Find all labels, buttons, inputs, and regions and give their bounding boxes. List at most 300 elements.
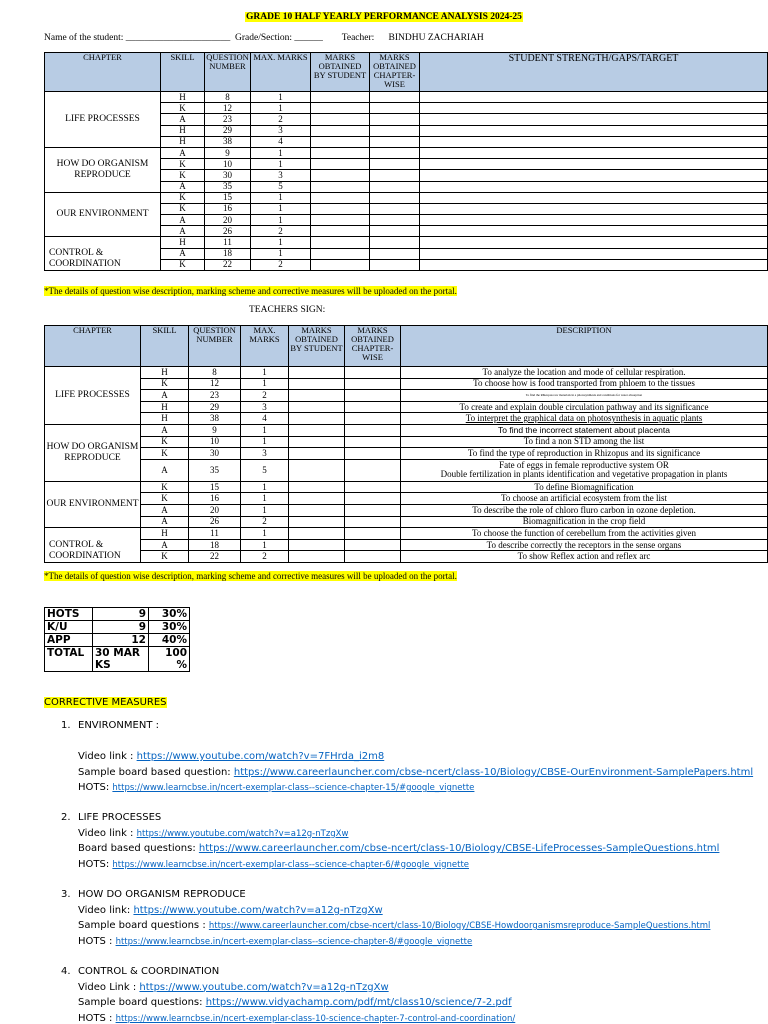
table-row xyxy=(45,459,768,481)
student-marks-cell[interactable] xyxy=(289,448,345,460)
section-title: HOW DO ORGANISM REPRODUCE xyxy=(78,889,246,900)
skill-cell: H xyxy=(161,92,205,103)
description-cell xyxy=(401,504,768,516)
description-cell xyxy=(401,424,768,436)
description-line: To analyze the location and mode of cellular respiration. xyxy=(482,366,686,377)
strength-cell[interactable] xyxy=(420,136,768,147)
chapter-marks-cell[interactable] xyxy=(345,390,401,402)
max-marks-cell: 1 xyxy=(251,203,311,214)
skill-cell: K xyxy=(161,203,205,214)
student-marks-cell[interactable] xyxy=(289,539,345,551)
student-marks-cell[interactable] xyxy=(311,192,370,203)
description-line: To create and explain double circulation pathway and its significance xyxy=(459,401,709,412)
max-marks-cell: 1 xyxy=(241,481,289,493)
table-row xyxy=(45,481,768,493)
table-row xyxy=(45,92,768,103)
student-marks-cell[interactable] xyxy=(311,203,370,214)
chapter-marks-cell[interactable] xyxy=(345,551,401,563)
max-marks-cell: 2 xyxy=(241,551,289,563)
summary-marks: 12 xyxy=(93,634,149,647)
question-cell: 22 xyxy=(205,259,251,270)
skill-cell: A xyxy=(141,516,189,528)
description-cell xyxy=(401,367,768,379)
student-marks-cell[interactable] xyxy=(311,114,370,125)
resource-link[interactable]: https://www.careerlauncher.com/cbse-ncert/class-10/Biology/CBSE-Howdoorganismsreproduce-SampleQuestions.html xyxy=(208,921,711,931)
question-cell: 30 xyxy=(189,448,241,460)
chapter-marks-cell[interactable] xyxy=(370,237,420,248)
chapter-marks-cell[interactable] xyxy=(370,92,420,103)
resource-label: HOTS: xyxy=(78,782,113,793)
section-title: CONTROL & COORDINATION xyxy=(78,966,220,977)
chapter-marks-cell[interactable] xyxy=(370,136,420,147)
chapter-marks-cell[interactable] xyxy=(345,493,401,505)
summary-row xyxy=(45,647,190,672)
resource-label: HOTS : xyxy=(78,935,116,947)
max-marks-cell: 1 xyxy=(251,159,311,170)
skill-cell: A xyxy=(141,390,189,402)
max-marks-cell: 3 xyxy=(241,401,289,413)
skill-cell: K xyxy=(161,159,205,170)
question-cell: 26 xyxy=(189,516,241,528)
chapter-marks-cell[interactable] xyxy=(345,481,401,493)
resource-link[interactable]: https://www.youtube.com/watch?v=a12g-nTzgXw xyxy=(139,981,389,993)
student-marks-cell[interactable] xyxy=(311,170,370,181)
question-cell: 35 xyxy=(189,459,241,481)
description-cell xyxy=(401,436,768,448)
skill-cell: A xyxy=(161,226,205,237)
chapter-cell: OUR ENVIRONMENT xyxy=(45,192,161,237)
resource-link[interactable]: https://www.learncbse.in/ncert-exemplar-class-10-science-chapter-7-control-and-coordination/ xyxy=(115,1013,516,1024)
resource-line xyxy=(78,905,383,916)
description-cell xyxy=(401,551,768,563)
summary-skill: TOTAL xyxy=(45,647,93,672)
max-marks-cell: 1 xyxy=(251,103,311,114)
summary-percent: 30% xyxy=(149,621,190,634)
skill-cell: K xyxy=(141,436,189,448)
skill-cell: H xyxy=(141,401,189,413)
max-marks-cell: 5 xyxy=(251,181,311,192)
strength-cell[interactable] xyxy=(420,248,768,259)
question-cell: 16 xyxy=(189,493,241,505)
strength-cell[interactable] xyxy=(420,147,768,158)
student-marks-cell[interactable] xyxy=(289,504,345,516)
max-marks-cell: 1 xyxy=(251,248,311,259)
corrective-heading xyxy=(44,697,167,708)
table-row xyxy=(45,436,768,448)
question-cell: 8 xyxy=(189,367,241,379)
chapter-marks-cell[interactable] xyxy=(370,226,420,237)
resource-label: Video link : xyxy=(78,827,137,839)
chapter-marks-cell[interactable] xyxy=(345,413,401,425)
description-line: To find the Rhizopus raw materials in a photosynthesis and conditions for water absorption xyxy=(525,392,643,397)
description-line: To find the incorrect statement about placenta xyxy=(498,424,670,435)
question-cell: 16 xyxy=(205,203,251,214)
chapter-marks-cell[interactable] xyxy=(345,448,401,460)
max-marks-cell: 5 xyxy=(241,459,289,481)
max-marks-cell: 3 xyxy=(241,448,289,460)
student-marks-cell[interactable] xyxy=(289,390,345,402)
resource-link[interactable]: https://www.youtube.com/watch?v=7FHrda_i2m8 xyxy=(136,751,385,762)
chapter-marks-cell[interactable] xyxy=(370,170,420,181)
description-line: To describe correctly the receptors in the sense organs xyxy=(486,539,682,550)
summary-skill: HOTS xyxy=(45,608,93,621)
resource-line xyxy=(78,1013,515,1024)
max-marks-cell: 1 xyxy=(241,378,289,390)
resource-label: Video link: xyxy=(78,904,134,916)
resource-link[interactable]: https://www.learncbse.in/ncert-exemplar-class--science-chapter-6/#google_vignette xyxy=(112,859,470,870)
chapter-marks-cell[interactable] xyxy=(345,528,401,540)
max-marks-cell: 2 xyxy=(251,259,311,270)
question-cell: 15 xyxy=(189,481,241,493)
chapter-marks-cell[interactable] xyxy=(345,516,401,528)
max-marks-cell: 1 xyxy=(251,147,311,158)
student-marks-cell[interactable] xyxy=(311,237,370,248)
table-row xyxy=(45,539,768,551)
strength-cell[interactable] xyxy=(420,226,768,237)
student-marks-cell[interactable] xyxy=(311,159,370,170)
chapter-marks-cell[interactable] xyxy=(345,378,401,390)
performance-table xyxy=(44,52,768,271)
student-marks-cell[interactable] xyxy=(311,125,370,136)
strength-cell[interactable] xyxy=(420,114,768,125)
skill-cell: H xyxy=(141,367,189,379)
max-marks-cell: 1 xyxy=(241,424,289,436)
summary-percent: 30% xyxy=(149,608,190,621)
question-cell: 38 xyxy=(189,413,241,425)
table-row xyxy=(45,516,768,528)
max-marks-cell: 4 xyxy=(251,136,311,147)
student-marks-cell[interactable] xyxy=(311,215,370,226)
summary-marks: 30 MARKS xyxy=(93,647,149,672)
question-cell: 11 xyxy=(205,237,251,248)
student-marks-cell[interactable] xyxy=(311,147,370,158)
chapter-cell: CONTROL & COORDINATION xyxy=(45,237,161,271)
resource-link[interactable]: https://www.vidyachamp.com/pdf/mt/class10/science/7-2.pdf xyxy=(205,997,512,1008)
student-marks-cell[interactable] xyxy=(289,528,345,540)
resource-link[interactable]: https://www.youtube.com/watch?v=a12g-nTzgXw xyxy=(133,904,383,916)
list-number: 4. xyxy=(61,966,71,977)
student-marks-cell[interactable] xyxy=(289,459,345,481)
chapter-marks-cell[interactable] xyxy=(370,159,420,170)
section-title: LIFE PROCESSES xyxy=(78,812,162,823)
max-marks-cell: 4 xyxy=(241,413,289,425)
chapter-cell: OUR ENVIRONMENT xyxy=(45,481,141,527)
header-marks-obtained: MARKS OBTAINED BY STUDENT xyxy=(289,326,345,367)
question-cell: 11 xyxy=(189,528,241,540)
table-row xyxy=(45,424,768,436)
max-marks-cell: 2 xyxy=(241,516,289,528)
description-line: To choose how is food transported from phloem to the tissues xyxy=(473,378,695,389)
portal-note-2-text: *The details of question wise description, marking scheme and corrective measures will be uploaded on the portal. xyxy=(44,571,457,581)
student-marks-cell[interactable] xyxy=(311,248,370,259)
section-title: ENVIRONMENT : xyxy=(78,720,159,731)
strength-cell[interactable] xyxy=(420,181,768,192)
skill-cell: A xyxy=(141,424,189,436)
resource-line xyxy=(78,751,384,762)
description-line: To find a non STD among the list xyxy=(523,436,645,447)
description-cell xyxy=(401,401,768,413)
resource-line xyxy=(78,843,719,854)
student-marks-cell[interactable] xyxy=(311,226,370,237)
question-cell: 8 xyxy=(205,92,251,103)
description-line: Biomagnification in the crop field xyxy=(522,516,646,527)
chapter-marks-cell[interactable] xyxy=(345,424,401,436)
table-row xyxy=(45,390,768,402)
resource-link[interactable]: https://www.learncbse.in/ncert-exemplar-class--science-chapter-8/#google_vignette xyxy=(115,936,473,947)
student-marks-cell[interactable] xyxy=(289,378,345,390)
student-marks-cell[interactable] xyxy=(289,551,345,563)
page-title xyxy=(0,12,768,22)
table-row xyxy=(45,528,768,540)
table-row xyxy=(45,551,768,563)
strength-cell[interactable] xyxy=(420,159,768,170)
chapter-marks-cell[interactable] xyxy=(345,504,401,516)
skill-cell: A xyxy=(141,539,189,551)
max-marks-cell: 2 xyxy=(251,226,311,237)
max-marks-cell: 1 xyxy=(251,192,311,203)
student-marks-cell[interactable] xyxy=(311,103,370,114)
chapter-marks-cell[interactable] xyxy=(370,181,420,192)
chapter-cell: LIFE PROCESSES xyxy=(45,367,141,425)
skill-cell: K xyxy=(141,493,189,505)
summary-skill: K/U xyxy=(45,621,93,634)
skill-cell: A xyxy=(161,181,205,192)
header-chapter-wise: MARKS OBTAINED CHAPTER-WISE xyxy=(345,326,401,367)
resource-line xyxy=(78,936,472,947)
description-cell xyxy=(401,378,768,390)
description-line: To describe the role of chloro fluro carbon in ozone depletion. xyxy=(472,504,696,515)
chapter-marks-cell[interactable] xyxy=(345,401,401,413)
resource-link[interactable]: https://www.youtube.com/watch?v=a12g-nTzgXw xyxy=(136,828,349,839)
resource-label: Video Link : xyxy=(78,981,140,993)
question-cell: 20 xyxy=(189,504,241,516)
strength-cell[interactable] xyxy=(420,192,768,203)
summary-row xyxy=(45,634,190,647)
table-row xyxy=(45,367,768,379)
summary-marks: 9 xyxy=(93,608,149,621)
resource-line xyxy=(78,920,710,931)
strength-cell[interactable] xyxy=(420,237,768,248)
strength-cell[interactable] xyxy=(420,125,768,136)
question-cell: 15 xyxy=(205,192,251,203)
summary-percent: 40% xyxy=(149,634,190,647)
header-chapter: CHAPTER xyxy=(45,53,161,92)
summary-percent: 100 % xyxy=(149,647,190,672)
question-cell: 12 xyxy=(189,378,241,390)
table-row xyxy=(45,504,768,516)
skill-cell: H xyxy=(141,413,189,425)
description-line: To choose the function of cerebellum from the activities given xyxy=(471,527,697,538)
chapter-marks-cell[interactable] xyxy=(370,103,420,114)
chapter-marks-cell[interactable] xyxy=(345,436,401,448)
header-question-number: QUESTION NUMBER xyxy=(189,326,241,367)
strength-cell[interactable] xyxy=(420,203,768,214)
portal-note-1 xyxy=(44,286,457,296)
student-marks-cell[interactable] xyxy=(311,259,370,270)
description-line: To interpret the graphical data on photosynthesis in aquatic plants xyxy=(465,413,703,424)
chapter-cell: HOW DO ORGANISM REPRODUCE xyxy=(45,424,141,481)
description-cell xyxy=(401,516,768,528)
table-row xyxy=(45,378,768,390)
max-marks-cell: 2 xyxy=(251,114,311,125)
skill-cell: K xyxy=(141,481,189,493)
table-row xyxy=(45,401,768,413)
summary-row xyxy=(45,621,190,634)
skill-cell: K xyxy=(141,551,189,563)
chapter-marks-cell[interactable] xyxy=(370,147,420,158)
table-row xyxy=(45,147,768,158)
header-chapter: CHAPTER xyxy=(45,326,141,367)
chapter-marks-cell[interactable] xyxy=(370,259,420,270)
question-cell: 9 xyxy=(205,147,251,158)
strength-cell[interactable] xyxy=(420,103,768,114)
chapter-marks-cell[interactable] xyxy=(345,539,401,551)
chapter-cell: HOW DO ORGANISM REPRODUCE xyxy=(45,147,161,192)
max-marks-cell: 2 xyxy=(241,390,289,402)
student-marks-cell[interactable] xyxy=(289,436,345,448)
chapter-marks-cell[interactable] xyxy=(370,114,420,125)
max-marks-cell: 1 xyxy=(241,367,289,379)
header-max-marks: MAX. MARKS xyxy=(241,326,289,367)
chapter-marks-cell[interactable] xyxy=(345,367,401,379)
student-marks-cell[interactable] xyxy=(311,92,370,103)
max-marks-cell: 1 xyxy=(241,436,289,448)
table-row xyxy=(45,493,768,505)
question-cell: 10 xyxy=(189,436,241,448)
list-number: 3. xyxy=(61,889,71,900)
student-marks-cell[interactable] xyxy=(289,516,345,528)
resource-link[interactable]: https://www.learncbse.in/ncert-exemplar-class--science-chapter-15/#google_vignette xyxy=(112,783,475,793)
skill-cell: K xyxy=(141,378,189,390)
table-row xyxy=(45,413,768,425)
question-cell: 23 xyxy=(205,114,251,125)
corrective-heading-text: CORRECTIVE MEASURES xyxy=(44,697,167,708)
skill-cell: A xyxy=(161,248,205,259)
description-cell xyxy=(401,528,768,540)
description-line: To show Reflex action and reflex arc xyxy=(517,551,651,562)
skill-cell: H xyxy=(141,528,189,540)
table-row xyxy=(45,192,768,203)
description-cell xyxy=(401,481,768,493)
header-marks-obtained: MARKS OBTAINED BY STUDENT xyxy=(311,53,370,92)
resource-link[interactable]: https://www.careerlauncher.com/cbse-ncert/class-10/Biology/CBSE-OurEnvironment-SamplePapers.html xyxy=(233,766,754,778)
header-description: DESCRIPTION xyxy=(401,326,768,367)
skill-cell: K xyxy=(141,448,189,460)
chapter-marks-cell[interactable] xyxy=(370,248,420,259)
description-line: To define Biomagnification xyxy=(534,481,634,492)
header-skill: SKILL xyxy=(161,53,205,92)
student-info-line: Name of the student: ______________________ Grade/Section: ______ Teacher: BINDHU ZACHARIAH xyxy=(44,33,484,43)
table-row xyxy=(45,237,768,248)
question-cell: 23 xyxy=(189,390,241,402)
resource-line xyxy=(78,859,469,870)
max-marks-cell: 1 xyxy=(241,493,289,505)
resource-line xyxy=(78,767,753,778)
strength-cell[interactable] xyxy=(420,170,768,181)
question-cell: 29 xyxy=(189,401,241,413)
skill-cell: A xyxy=(141,504,189,516)
chapter-marks-cell[interactable] xyxy=(345,459,401,481)
skill-cell: H xyxy=(161,136,205,147)
resource-link[interactable]: https://www.careerlauncher.com/cbse-ncert/class-10/Biology/CBSE-LifeProcesses-SampleQuestions.html xyxy=(198,843,720,854)
description-cell xyxy=(401,390,768,402)
strength-cell[interactable] xyxy=(420,215,768,226)
student-marks-cell[interactable] xyxy=(289,481,345,493)
max-marks-cell: 1 xyxy=(251,215,311,226)
chapter-cell: CONTROL & COORDINATION xyxy=(45,528,141,563)
question-cell: 9 xyxy=(189,424,241,436)
question-cell: 30 xyxy=(205,170,251,181)
strength-cell[interactable] xyxy=(420,92,768,103)
skill-cell: K xyxy=(161,170,205,181)
chapter-marks-cell[interactable] xyxy=(370,215,420,226)
question-cell: 22 xyxy=(189,551,241,563)
max-marks-cell: 1 xyxy=(241,539,289,551)
chapter-marks-cell[interactable] xyxy=(370,192,420,203)
max-marks-cell: 1 xyxy=(241,528,289,540)
description-table xyxy=(44,325,768,563)
header-chapter-wise: MARKS OBTAINED CHAPTER-WISE xyxy=(370,53,420,92)
resource-label: Sample board questions : xyxy=(78,920,209,931)
summary-row xyxy=(45,608,190,621)
list-number: 2. xyxy=(61,812,71,823)
resource-label: HOTS: xyxy=(78,858,113,870)
skill-summary-table xyxy=(44,607,190,672)
chapter-marks-cell[interactable] xyxy=(370,125,420,136)
skill-cell: H xyxy=(161,237,205,248)
max-marks-cell: 1 xyxy=(251,92,311,103)
chapter-marks-cell[interactable] xyxy=(370,203,420,214)
chapter-cell: LIFE PROCESSES xyxy=(45,92,161,148)
header-skill: SKILL xyxy=(141,326,189,367)
table-row xyxy=(45,448,768,460)
question-cell: 20 xyxy=(205,215,251,226)
student-marks-cell[interactable] xyxy=(311,181,370,192)
summary-skill: APP xyxy=(45,634,93,647)
student-marks-cell[interactable] xyxy=(289,493,345,505)
description-cell xyxy=(401,539,768,551)
strength-cell[interactable] xyxy=(420,259,768,270)
question-cell: 12 xyxy=(205,103,251,114)
portal-note-1-text: *The details of question wise description, marking scheme and corrective measures will be uploaded on the portal. xyxy=(44,286,457,296)
skill-cell: H xyxy=(161,125,205,136)
max-marks-cell: 3 xyxy=(251,125,311,136)
header-max-marks: MAX. MARKS xyxy=(251,53,311,92)
header-strength-gaps: STUDENT STRENGTH/GAPS/TARGET xyxy=(420,53,768,92)
description-cell xyxy=(401,493,768,505)
header-question-number: QUESTION NUMBER xyxy=(205,53,251,92)
question-cell: 26 xyxy=(205,226,251,237)
description-line: To choose an artificial ecosystem from the list xyxy=(500,493,668,504)
resource-line xyxy=(78,997,512,1008)
skill-cell: K xyxy=(161,259,205,270)
student-marks-cell[interactable] xyxy=(289,401,345,413)
portal-note-2 xyxy=(44,571,457,581)
student-marks-cell[interactable] xyxy=(311,136,370,147)
summary-marks: 9 xyxy=(93,621,149,634)
student-marks-cell[interactable] xyxy=(289,413,345,425)
max-marks-cell: 1 xyxy=(251,237,311,248)
student-marks-cell[interactable] xyxy=(289,424,345,436)
resource-label: Video link : xyxy=(78,751,137,762)
question-cell: 18 xyxy=(189,539,241,551)
title-text: GRADE 10 HALF YEARLY PERFORMANCE ANALYSIS 2024-25 xyxy=(246,12,522,22)
resource-label: HOTS : xyxy=(78,1012,116,1024)
student-marks-cell[interactable] xyxy=(289,367,345,379)
skill-cell: K xyxy=(161,103,205,114)
skill-cell: A xyxy=(161,215,205,226)
skill-cell: A xyxy=(161,147,205,158)
